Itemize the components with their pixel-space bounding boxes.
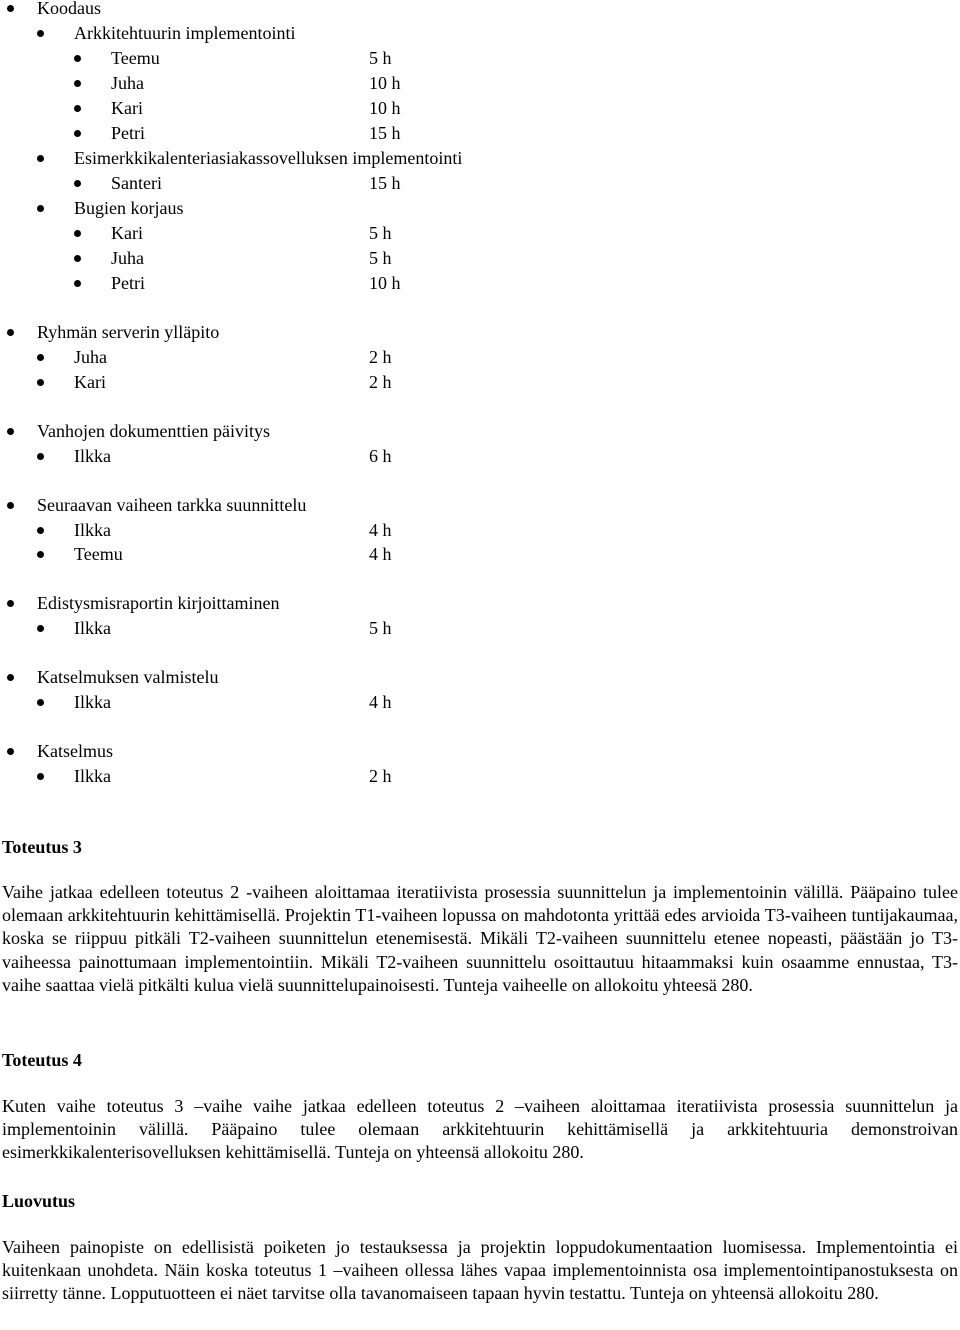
list-item bbox=[0, 246, 960, 270]
section-text-toteutus-4: Kuten vaihe toteutus 3 –vaihe vaihe jatkaa edelleen toteutus 2 –vaiheen aloittamaa iteratiivista prosessia suunnittelun ja implementoinin välillä. Pääpaino tulee olemaan arkkitehtuurin kehittämisellä ja arkkitehtuuria demonstroivan esimerkkikalenterisovelluksen kehittämisellä. Tunteja on yhteensä allokoitu 280. bbox=[2, 1096, 958, 1163]
section-text-luovutus: Vaiheen painopiste on edellisistä poiketen jo testauksessa ja projektin loppudokumentaation luomisessa. Implementointia ei kuitenkaan unohdeta. Näin koska toteutus 1 –vaiheen ollessa lähes vapaa implementoinnista osa implementointipanostuksesta on siirretty tänne. Lopputuotteen ei näet tarvitse olla tavanomaiseen tapaan hyvin testattu. Tunteja on yhteensä allokoitu 280. bbox=[2, 1237, 958, 1304]
bullet-icon bbox=[37, 354, 44, 361]
list-item-hours: 15 h bbox=[369, 173, 401, 193]
list-item bbox=[0, 171, 960, 195]
list-item bbox=[0, 542, 960, 566]
bullet-icon bbox=[37, 453, 44, 460]
list-item bbox=[0, 690, 960, 714]
bullet-icon bbox=[37, 379, 44, 386]
list-item-label: Ilkka bbox=[74, 520, 111, 540]
bullet-icon bbox=[74, 180, 81, 187]
list-item-label: Esimerkkikalenteriasiakassovelluksen implementointi bbox=[74, 148, 463, 168]
list-item-label: Juha bbox=[111, 248, 144, 268]
list-item-label: Edistysmisraportin kirjoittaminen bbox=[37, 593, 280, 613]
list-item bbox=[0, 71, 960, 95]
list-item bbox=[0, 0, 960, 20]
list-item-label: Vanhojen dokumenttien päivitys bbox=[37, 421, 270, 441]
bullet-icon bbox=[74, 55, 81, 62]
list-item bbox=[0, 764, 960, 788]
list-item-hours: 15 h bbox=[369, 123, 401, 143]
list-item-label: Juha bbox=[74, 347, 107, 367]
list-item-hours: 4 h bbox=[369, 692, 392, 712]
list-item-label: Katselmuksen valmistelu bbox=[37, 667, 219, 687]
list-item-label: Kari bbox=[111, 98, 143, 118]
bullet-icon bbox=[7, 600, 14, 607]
bullet-icon bbox=[7, 502, 14, 509]
list-item bbox=[0, 121, 960, 145]
bullet-icon bbox=[74, 230, 81, 237]
list-item-label: Kari bbox=[111, 223, 143, 243]
bullet-icon bbox=[37, 30, 44, 37]
list-item-hours: 10 h bbox=[369, 73, 401, 93]
list-item-label: Ilkka bbox=[74, 446, 111, 466]
list-item-hours: 5 h bbox=[369, 48, 392, 68]
bullet-icon bbox=[37, 155, 44, 162]
bullet-icon bbox=[74, 255, 81, 262]
bullet-icon bbox=[37, 773, 44, 780]
list-item-label: Katselmus bbox=[37, 741, 113, 761]
bullet-icon bbox=[37, 527, 44, 534]
list-item bbox=[0, 739, 960, 763]
list-item bbox=[0, 665, 960, 689]
list-item-hours: 2 h bbox=[369, 347, 392, 367]
list-item-label: Teemu bbox=[111, 48, 160, 68]
list-item-hours: 4 h bbox=[369, 520, 392, 540]
list-item bbox=[0, 96, 960, 120]
list-item-label: Teemu bbox=[74, 544, 123, 564]
bullet-icon bbox=[74, 130, 81, 137]
list-item bbox=[0, 345, 960, 369]
bullet-icon bbox=[7, 5, 14, 12]
list-item-label: Juha bbox=[111, 73, 144, 93]
list-item-label: Ilkka bbox=[74, 618, 111, 638]
list-item bbox=[0, 370, 960, 394]
bullet-icon bbox=[7, 428, 14, 435]
bullet-icon bbox=[74, 80, 81, 87]
section-text-toteutus-3: Vaihe jatkaa edelleen toteutus 2 -vaiheen aloittamaa iteratiivista prosessia suunnittelun ja implementoinin välillä. Pääpaino tulee olemaan arkkitehtuurin kehittämisellä. Projektin T1-vaiheen lopussa on mahdotonta yrittää edes arvioida T3-vaiheen tuntijakaumaa, koska se riippuu pitkäli T2-vaiheen suunnittelun etenemisestä. Mikäli T2-vaiheen suunnittelu etenee nopeasti, päästään jo T3-vaiheessa painottumaan implementointiin. Mikäli T2-vaiheen suunnittelu osoittautuu hitaammaksi kuin osaamme ennustaa, T3-vaihe saattaa vielä pitkälti kulua vielä suunnittelupainoisesti. Tunteja vaiheelle on allokoitu yhteesä 280. bbox=[2, 882, 958, 995]
list-item-hours: 5 h bbox=[369, 248, 392, 268]
bullet-icon bbox=[37, 625, 44, 632]
list-item bbox=[0, 196, 960, 220]
list-item bbox=[0, 320, 960, 344]
list-item-label: Arkkitehtuurin implementointi bbox=[74, 23, 296, 43]
list-item bbox=[0, 444, 960, 468]
list-item-label: Ilkka bbox=[74, 692, 111, 712]
list-item bbox=[0, 221, 960, 245]
list-item-hours: 2 h bbox=[369, 372, 392, 392]
bullet-icon bbox=[7, 674, 14, 681]
bullet-icon bbox=[37, 699, 44, 706]
section-heading-toteutus-3: Toteutus 3 bbox=[2, 837, 82, 857]
list-item-label: Petri bbox=[111, 123, 145, 143]
list-item bbox=[0, 419, 960, 443]
bullet-icon bbox=[37, 551, 44, 558]
list-item-hours: 2 h bbox=[369, 766, 392, 786]
bullet-icon bbox=[7, 748, 14, 755]
list-item bbox=[0, 46, 960, 70]
list-item bbox=[0, 616, 960, 640]
list-item-label: Ryhmän serverin ylläpito bbox=[37, 322, 220, 342]
list-item-hours: 10 h bbox=[369, 98, 401, 118]
bullet-icon bbox=[74, 280, 81, 287]
section-heading-toteutus-4: Toteutus 4 bbox=[2, 1050, 82, 1070]
list-item bbox=[0, 146, 960, 170]
list-item bbox=[0, 591, 960, 615]
list-item-label: Kari bbox=[74, 372, 106, 392]
list-item-label: Santeri bbox=[111, 173, 162, 193]
list-item bbox=[0, 493, 960, 517]
list-item-label: Bugien korjaus bbox=[74, 198, 184, 218]
list-item-hours: 4 h bbox=[369, 544, 392, 564]
list-item-label: Koodaus bbox=[37, 0, 101, 18]
list-item-hours: 5 h bbox=[369, 223, 392, 243]
bullet-icon bbox=[7, 329, 14, 336]
list-item-label: Seuraavan vaiheen tarkka suunnittelu bbox=[37, 495, 307, 515]
section-heading-luovutus: Luovutus bbox=[2, 1191, 76, 1211]
list-item bbox=[0, 518, 960, 542]
list-item bbox=[0, 271, 960, 295]
bullet-icon bbox=[74, 105, 81, 112]
list-item-label: Petri bbox=[111, 273, 145, 293]
list-item-label: Ilkka bbox=[74, 766, 111, 786]
list-item-hours: 6 h bbox=[369, 446, 392, 466]
list-item-hours: 10 h bbox=[369, 273, 401, 293]
list-item bbox=[0, 21, 960, 45]
list-item-hours: 5 h bbox=[369, 618, 392, 638]
bullet-icon bbox=[37, 205, 44, 212]
